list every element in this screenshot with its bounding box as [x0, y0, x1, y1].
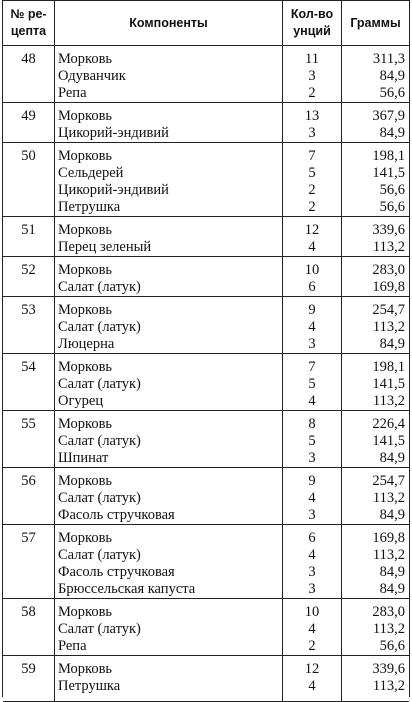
gram-value: 84,9: [379, 336, 405, 352]
component-name-column: [55, 354, 283, 410]
ounce-count: 5: [308, 376, 316, 392]
ounce-count-column: [283, 297, 342, 353]
recipe-number: 56: [3, 468, 55, 524]
header-recipe-number: № ре- цепта: [3, 1, 55, 45]
gram-value: 113,2: [372, 547, 405, 563]
recipe-group: [3, 257, 409, 297]
recipe-group: [3, 468, 409, 525]
component-name: Морковь: [58, 148, 113, 164]
ounce-count: 3: [308, 507, 316, 523]
header-components: Компоненты: [55, 1, 283, 45]
gram-value: 84,9: [379, 125, 405, 141]
ounce-count: 2: [308, 638, 316, 654]
gram-value: 113,2: [372, 678, 405, 694]
ounce-count-column: [283, 257, 342, 296]
gram-value: 198,1: [372, 148, 405, 164]
ounce-count: 2: [308, 199, 316, 215]
gram-value: 283,0: [372, 604, 405, 620]
component-name-column: [55, 468, 283, 524]
component-name: Петрушка: [58, 199, 121, 215]
gram-value-column: [342, 599, 409, 655]
gram-value-column: [342, 103, 409, 142]
ounce-count-column: [283, 217, 342, 256]
component-name: Морковь: [58, 302, 113, 318]
ounce-count: 3: [308, 581, 316, 597]
ounce-count: 5: [308, 165, 316, 181]
component-name: Морковь: [58, 108, 113, 124]
gram-value: 56,6: [379, 199, 405, 215]
gram-value: 141,5: [372, 433, 405, 449]
recipe-group: [3, 411, 409, 468]
gram-value-column: [342, 257, 409, 296]
recipe-group: [3, 217, 409, 257]
table-header: [3, 1, 409, 46]
gram-value: 198,1: [372, 359, 405, 375]
component-name: Репа: [58, 85, 87, 101]
ounce-count: 2: [308, 85, 316, 101]
gram-value: 169,8: [372, 530, 405, 546]
component-name: Люцерна: [58, 336, 115, 352]
component-name: Морковь: [58, 416, 113, 432]
component-name-column: [55, 46, 283, 102]
ounce-count: 7: [308, 359, 316, 375]
ounce-count-column: [283, 525, 342, 598]
recipe-group: [3, 525, 409, 599]
ounce-count: 4: [308, 393, 316, 409]
ounce-count: 9: [308, 473, 316, 489]
ounce-count-column: [283, 46, 342, 102]
gram-value: 339,6: [372, 661, 405, 677]
ounce-count: 6: [308, 279, 316, 295]
component-name: Репа: [58, 638, 87, 654]
ounce-count: 7: [308, 148, 316, 164]
component-name: Салат (латук): [58, 279, 141, 295]
component-name: Цикорий-эндивий: [58, 125, 169, 141]
gram-value: 113,2: [372, 490, 405, 506]
ounce-count: 8: [308, 416, 316, 432]
component-name: Шпинат: [58, 450, 109, 466]
recipe-number: 57: [3, 525, 55, 598]
component-name: Салат (латук): [58, 547, 141, 563]
gram-value: 254,7: [372, 302, 405, 318]
component-name: Салат (латук): [58, 376, 141, 392]
component-name-column: [55, 143, 283, 216]
component-name-column: [55, 217, 283, 256]
gram-value: 56,6: [379, 182, 405, 198]
gram-value-column: [342, 468, 409, 524]
ounce-count-column: [283, 468, 342, 524]
ounce-count: 4: [308, 319, 316, 335]
gram-value: 141,5: [372, 165, 405, 181]
gram-value-column: [342, 297, 409, 353]
gram-value-column: [342, 46, 409, 102]
component-name: Салат (латук): [58, 319, 141, 335]
recipe-group: [3, 599, 409, 656]
gram-value-column: [342, 143, 409, 216]
gram-value-column: [342, 656, 409, 701]
component-name: Салат (латук): [58, 621, 141, 637]
gram-value: 113,2: [372, 621, 405, 637]
ounce-count-column: [283, 143, 342, 216]
component-name-column: [55, 103, 283, 142]
recipe-number: 49: [3, 103, 55, 142]
recipe-number: 55: [3, 411, 55, 467]
ounce-count: 4: [308, 678, 316, 694]
recipe-number: 58: [3, 599, 55, 655]
component-name: Морковь: [58, 473, 113, 489]
component-name-column: [55, 297, 283, 353]
component-name: Цикорий-эндивий: [58, 182, 169, 198]
component-name-column: [55, 411, 283, 467]
ounce-count: 12: [304, 661, 320, 677]
gram-value: 113,2: [372, 319, 405, 335]
component-name-column: [55, 656, 283, 701]
gram-value: 56,6: [379, 85, 405, 101]
recipe-number: 54: [3, 354, 55, 410]
gram-value: 254,7: [372, 473, 405, 489]
ounce-count-column: [283, 599, 342, 655]
gram-value: 113,2: [372, 393, 405, 409]
recipe-group: [3, 103, 409, 143]
component-name: Морковь: [58, 222, 113, 238]
component-name: Морковь: [58, 262, 113, 278]
component-name: Брюссельская капуста: [58, 581, 196, 597]
gram-value-column: [342, 411, 409, 467]
gram-value: 84,9: [379, 68, 405, 84]
component-name: Петрушка: [58, 678, 121, 694]
component-name: Фасоль стручковая: [58, 507, 175, 523]
ounce-count: 3: [308, 125, 316, 141]
recipe-number: 50: [3, 143, 55, 216]
gram-value-column: [342, 354, 409, 410]
gram-value: 56,6: [379, 638, 405, 654]
ounce-count-column: [283, 103, 342, 142]
ounce-count: 6: [308, 530, 316, 546]
header-ounces: Кол-во унций: [283, 1, 342, 45]
component-name-column: [55, 599, 283, 655]
ounce-count: 13: [304, 108, 320, 124]
component-name: Морковь: [58, 51, 113, 67]
component-name: Морковь: [58, 530, 113, 546]
gram-value: 169,8: [372, 279, 405, 295]
recipe-number: 53: [3, 297, 55, 353]
recipe-table: [2, 0, 410, 697]
ounce-count: 4: [308, 239, 316, 255]
recipe-group: [3, 297, 409, 354]
component-name: Сельдерей: [58, 165, 124, 181]
recipe-group: [3, 354, 409, 411]
component-name-column: [55, 525, 283, 598]
recipe-number: 52: [3, 257, 55, 296]
component-name: Салат (латук): [58, 490, 141, 506]
ounce-count-column: [283, 411, 342, 467]
recipe-number: 48: [3, 46, 55, 102]
recipe-number: 51: [3, 217, 55, 256]
component-name: Фасоль стручковая: [58, 564, 175, 580]
recipe-group: [3, 656, 409, 702]
gram-value: 283,0: [372, 262, 405, 278]
ounce-count: 10: [304, 604, 320, 620]
ounce-count-column: [283, 354, 342, 410]
gram-value-column: [342, 525, 409, 598]
gram-value-column: [342, 217, 409, 256]
ounce-count: 11: [305, 51, 319, 67]
header-grams: Граммы: [350, 15, 401, 30]
ounce-count: 2: [308, 182, 316, 198]
gram-value: 84,9: [379, 581, 405, 597]
component-name: Огурец: [58, 393, 104, 409]
recipe-group: [3, 46, 409, 103]
ounce-count: 4: [308, 490, 316, 506]
ounce-count: 9: [308, 302, 316, 318]
ounce-count: 10: [304, 262, 320, 278]
gram-value: 84,9: [379, 507, 405, 523]
component-name: Одуванчик: [58, 68, 126, 84]
gram-value: 226,4: [372, 416, 405, 432]
ounce-count: 3: [308, 450, 316, 466]
gram-value: 84,9: [379, 450, 405, 466]
component-name: Морковь: [58, 359, 113, 375]
ounce-count: 3: [308, 68, 316, 84]
ounce-count: 4: [308, 547, 316, 563]
ounce-count-column: [283, 656, 342, 701]
gram-value: 339,6: [372, 222, 405, 238]
component-name-column: [55, 257, 283, 296]
gram-value: 84,9: [379, 564, 405, 580]
ounce-count: 12: [304, 222, 320, 238]
recipe-group: [3, 143, 409, 217]
table-body: [3, 46, 409, 702]
ounce-count: 5: [308, 433, 316, 449]
ounce-count: 3: [308, 564, 316, 580]
gram-value: 311,3: [372, 51, 405, 67]
recipe-number: 59: [3, 656, 55, 701]
gram-value: 113,2: [372, 239, 405, 255]
component-name: Перец зеленый: [58, 239, 152, 255]
ounce-count: 3: [308, 336, 316, 352]
component-name: Салат (латук): [58, 433, 141, 449]
component-name: Морковь: [58, 661, 113, 677]
gram-value: 141,5: [372, 376, 405, 392]
gram-value: 367,9: [372, 108, 405, 124]
component-name: Морковь: [58, 604, 113, 620]
ounce-count: 4: [308, 621, 316, 637]
